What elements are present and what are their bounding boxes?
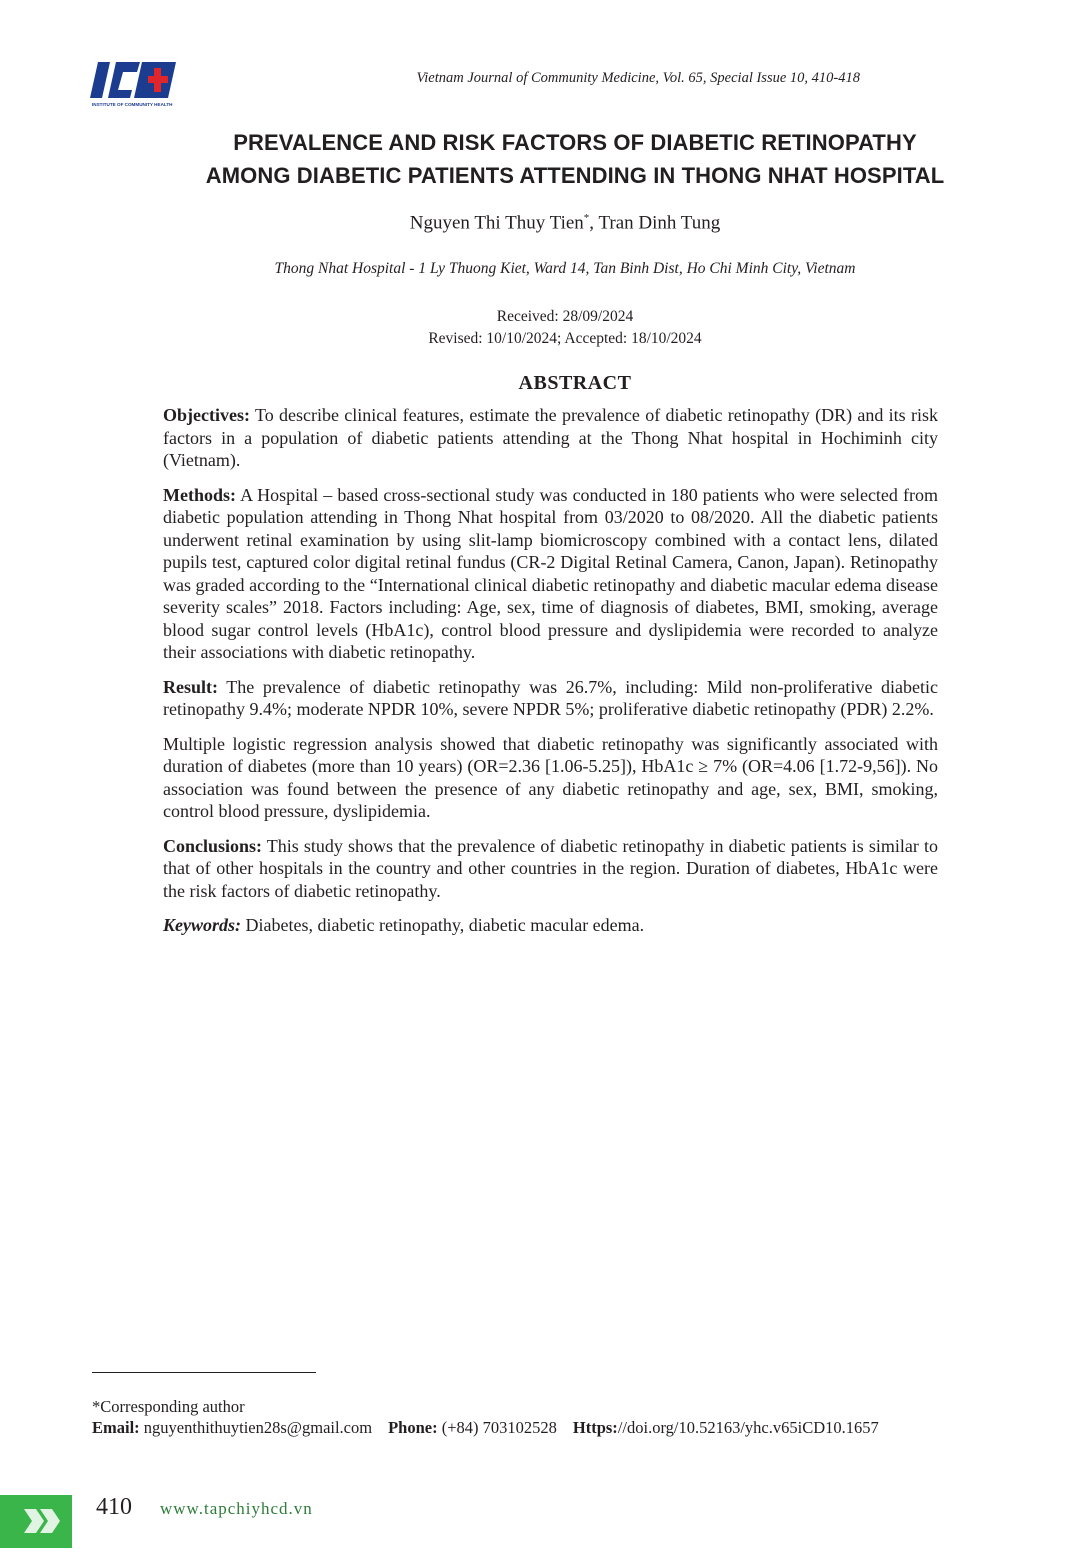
footnote	[92, 1396, 879, 1438]
email-link[interactable]: nguyenthithuytien28s@gmail.com	[139, 1418, 373, 1437]
logo-caption: INSTITUTE OF COMMUNITY HEALTH	[92, 102, 173, 107]
contact-line	[92, 1417, 879, 1438]
author-2: , Tran Dinh Tung	[589, 212, 721, 234]
chevron-double-right-icon	[0, 1495, 72, 1548]
website-link[interactable]: www.tapchiyhcd.vn	[160, 1499, 313, 1518]
result-paragraph	[163, 676, 938, 721]
doi-link[interactable]: //doi.org/10.52163/yhc.v65iCD10.1657	[617, 1418, 879, 1437]
corresponding-mark: *	[583, 212, 590, 224]
phone-label: Phone:	[388, 1418, 438, 1437]
title-line-2: AMONG DIABETIC PATIENTS ATTENDING IN THONG NHAT HOSPITAL	[205, 163, 945, 188]
page-number: 410	[96, 1494, 132, 1520]
keywords-label: Keywords:	[163, 915, 241, 935]
objectives-paragraph	[163, 404, 938, 472]
phone-number: (+84) 703102528	[437, 1418, 557, 1437]
methods-text: A Hospital – based cross-sectional study was conducted in 180 patients who were selected from diabetic population attending in Thong Nhat hospital from 03/2020 to 08/2020. All the diabetic patients underwent retinal examination by using slit-lamp biomicroscopy combined with a contact lens, dilated pupils test, captured color digital retinal fundus (CR-2 Digital Retinal Camera, Canon, Japan). Retinopathy was graded according to the “International clinical diabetic retinopathy and diabetic macular edema disease severity scales” 2018. Factors including: Age, sex, time of diagnosis of diabetes, BMI, smoking, average blood sugar control levels (HbA1c), control blood pressure and dyslipidemia were recorded to analyze their associations with diabetic retinopathy.	[163, 484, 938, 662]
objectives-label: Objectives:	[163, 405, 250, 425]
keywords-paragraph	[163, 914, 938, 937]
result-label: Result:	[163, 676, 218, 697]
title-line-1: PREVALENCE AND RISK FACTORS OF DIABETIC RETINOPATHY	[233, 130, 917, 155]
methods-label: Methods:	[163, 484, 236, 505]
revised-accepted-date: Revised: 10/10/2024; Accepted: 18/10/2024	[428, 330, 702, 347]
email-label: Email:	[92, 1418, 140, 1437]
journal-logo	[90, 60, 176, 110]
result-text: The prevalence of diabetic retinopathy was 26.7%, including: Mild non-proliferative diabetic retinopathy 9.4%; moderate NPDR 10%, severe NPDR 5%; proliferative diabetic retinopathy (PDR) 2.2%.	[163, 676, 938, 719]
author-1: Nguyen Thi Thuy Tien	[409, 212, 584, 234]
submission-dates	[40, 306, 1090, 350]
abstract-heading: ABSTRACT	[518, 372, 632, 394]
methods-paragraph	[163, 484, 938, 664]
ich-logo-mark	[90, 60, 176, 110]
corresponding-author-note: *Corresponding author	[92, 1397, 245, 1416]
received-date: Received: 28/09/2024	[496, 308, 634, 325]
doi-label: Https:	[572, 1418, 618, 1437]
regression-paragraph: Multiple logistic regression analysis showed that diabetic retinopathy was significantly associated with duration of diabetes (more than 10 years) (OR=2.36 [1.06-5.25]), HbA1c ≥ 7% (OR=4.06 [1.72-9,56]). No association was found between the presence of any diabetic retinopathy and age, sex, BMI, smoking, control blood pressure, dyslipidemia.	[163, 733, 938, 821]
conclusions-paragraph	[163, 835, 938, 903]
footnote-separator	[92, 1372, 316, 1373]
objectives-text: To describe clinical features, estimate the prevalence of diabetic retinopathy (DR) and its risk factors in a population of diabetic patients attending at the Thong Nhat hospital in Hochiminh city (Vietnam).	[163, 405, 938, 470]
abstract-body	[163, 404, 938, 949]
conclusions-label: Conclusions:	[163, 835, 263, 856]
paper-title	[60, 126, 1090, 192]
authors	[40, 212, 1090, 234]
keywords-text: Diabetes, diabetic retinopathy, diabetic macular edema.	[241, 915, 645, 935]
journal-citation: Vietnam Journal of Community Medicine, Vol. 65, Special Issue 10, 410-418	[416, 70, 860, 86]
conclusions-text: This study shows that the prevalence of diabetic retinopathy in diabetic patients is similar to that of other hospitals in the country and other countries in the region. Duration of diabetes, HbA1c were the risk factors of diabetic retinopathy.	[163, 835, 938, 901]
affiliation: Thong Nhat Hospital - 1 Ly Thuong Kiet, Ward 14, Tan Binh Dist, Ho Chi Minh City, Vietnam	[274, 260, 856, 277]
footer-tab	[0, 1495, 72, 1548]
